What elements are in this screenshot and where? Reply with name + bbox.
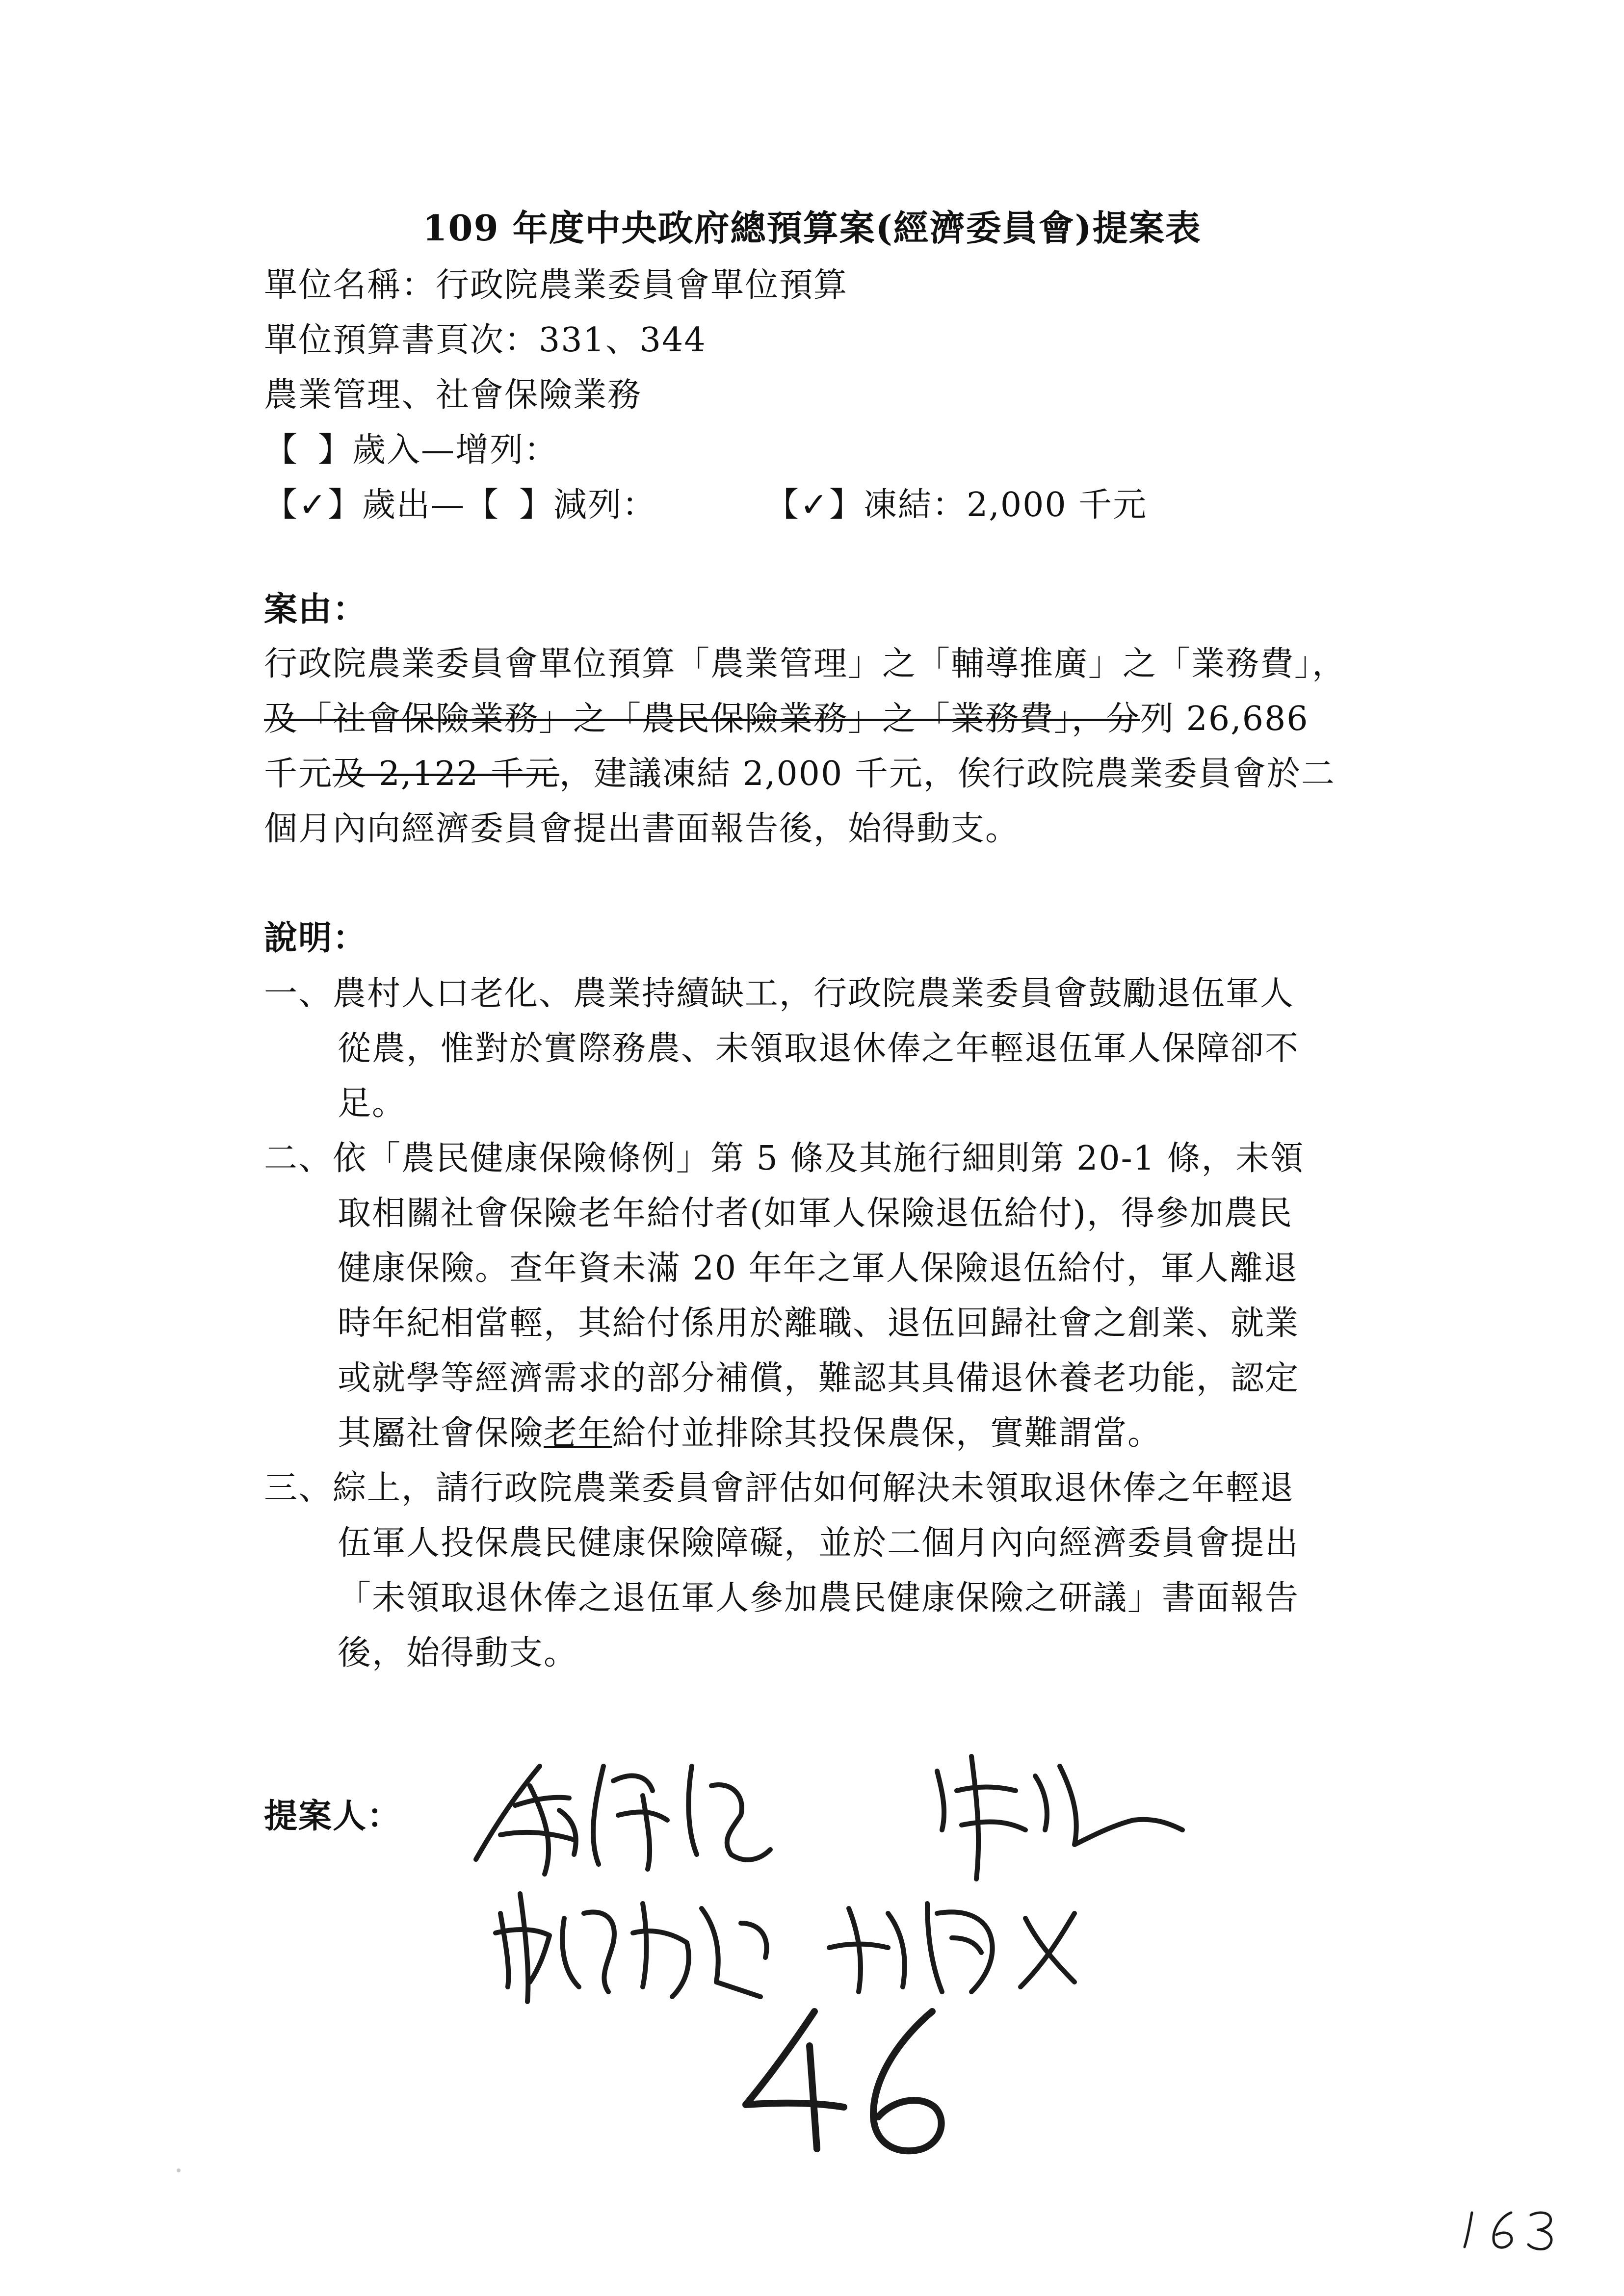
revenue-bracket-open: 【: [264, 431, 299, 470]
expense-checkmark-icon: ✓: [298, 486, 328, 524]
program-name: 農業管理、社會保險業務: [264, 376, 642, 415]
signature-1-icon: [456, 1737, 1192, 1894]
freeze-checkmark-icon: ✓: [800, 486, 829, 524]
item1-line-2: 從農，惟對於實際務農、未領取退休俸之年輕退伍軍人保障卻不: [338, 1029, 1300, 1068]
item2-underlined-text: 老年: [544, 1414, 613, 1453]
item2-line-5: 或就學等經濟需求的部分補償，難認其具備退休養老功能，認定: [338, 1359, 1300, 1398]
budget-pages: 單位預算書頁次：331、344: [264, 321, 707, 360]
reason-line-2: [264, 699, 1309, 740]
document-title: 109 年度中央政府總預算案(經濟委員會)提案表: [422, 207, 1202, 249]
revenue-label: 】歲入—增列：: [318, 431, 559, 470]
item3-line-2: 伍軍人投保農民健康保險障礙，並於二個月內向經濟委員會提出: [338, 1524, 1300, 1563]
handwritten-number-46-icon: [726, 1992, 971, 2168]
reason-line-3-tail: ，建議凍結 2,000 千元，俟行政院農業委員會於二: [559, 755, 1336, 793]
expense-bracket-open: 【: [264, 486, 299, 524]
item1-line-3: 足。: [338, 1084, 407, 1123]
item3-line-3: 「未領取退休俸之退伍軍人參加農民健康保險之研議」書面報告: [338, 1579, 1300, 1618]
revenue-line: [264, 430, 558, 471]
reason-line-1: 行政院農業委員會單位預算「農業管理」之「輔導推廣」之「業務費」，: [264, 645, 1347, 683]
unit-name: 單位名稱：行政院農業委員會單位預算: [264, 266, 848, 305]
proposer-label: 提案人：: [264, 1797, 402, 1836]
reason-line-4: 個月內向經濟委員會提出書面報告後，始得動支。: [264, 809, 1020, 848]
reason-line-3-head: 千元: [264, 755, 333, 793]
reason-struck-text-2: 及 2,122 千元: [333, 755, 559, 793]
reduce-label: 】減列：: [519, 486, 657, 524]
item3-line-4: 後，始得動支。: [338, 1634, 578, 1672]
freeze-bracket-open: 【: [765, 486, 800, 524]
handwritten-page-number-icon: [1452, 2198, 1575, 2257]
item2-line-6-head: 其屬社會保險: [338, 1414, 544, 1453]
item1-line-1: 一、農村人口老化、農業持續缺工，行政院農業委員會鼓勵退伍軍人: [264, 974, 1295, 1013]
scan-speck: [177, 2168, 181, 2172]
item2-line-3: 健康保險。查年資未滿 20 年年之軍人保險退伍給付，軍人離退: [338, 1249, 1298, 1288]
item2-line-4: 時年紀相當輕，其給付係用於離職、退伍回歸社會之創業、就業: [338, 1304, 1300, 1343]
reason-line-3: [264, 754, 1336, 795]
item2-line-2: 取相關社會保險老年給付者(如軍人保險退伍給付)，得參加農民: [338, 1194, 1293, 1233]
item3-line-1: 三、綜上，請行政院農業委員會評估如何解決未領取退休俸之年輕退: [264, 1469, 1295, 1508]
expense-line: [264, 485, 656, 526]
item2-line-6: [338, 1413, 1162, 1454]
item2-line-1: 二、依「農民健康保險條例」第 5 條及其施行細則第 20-1 條，未領: [264, 1139, 1305, 1178]
item2-line-6-tail: 給付並排除其投保農保，實難謂當。: [612, 1414, 1162, 1453]
reason-line-2-tail: 列 26,686: [1140, 700, 1309, 738]
freeze-label: 】凍結：2,000 千元: [829, 486, 1148, 524]
reason-struck-text-1: 及「社會保險業務」之「農民保險業務」之「業務費」，分: [264, 700, 1141, 738]
freeze-line: [765, 485, 1147, 526]
reason-heading: 案由：: [264, 590, 367, 629]
explanation-heading: 說明：: [264, 918, 367, 958]
expense-label: 】歲出—【: [328, 486, 500, 524]
